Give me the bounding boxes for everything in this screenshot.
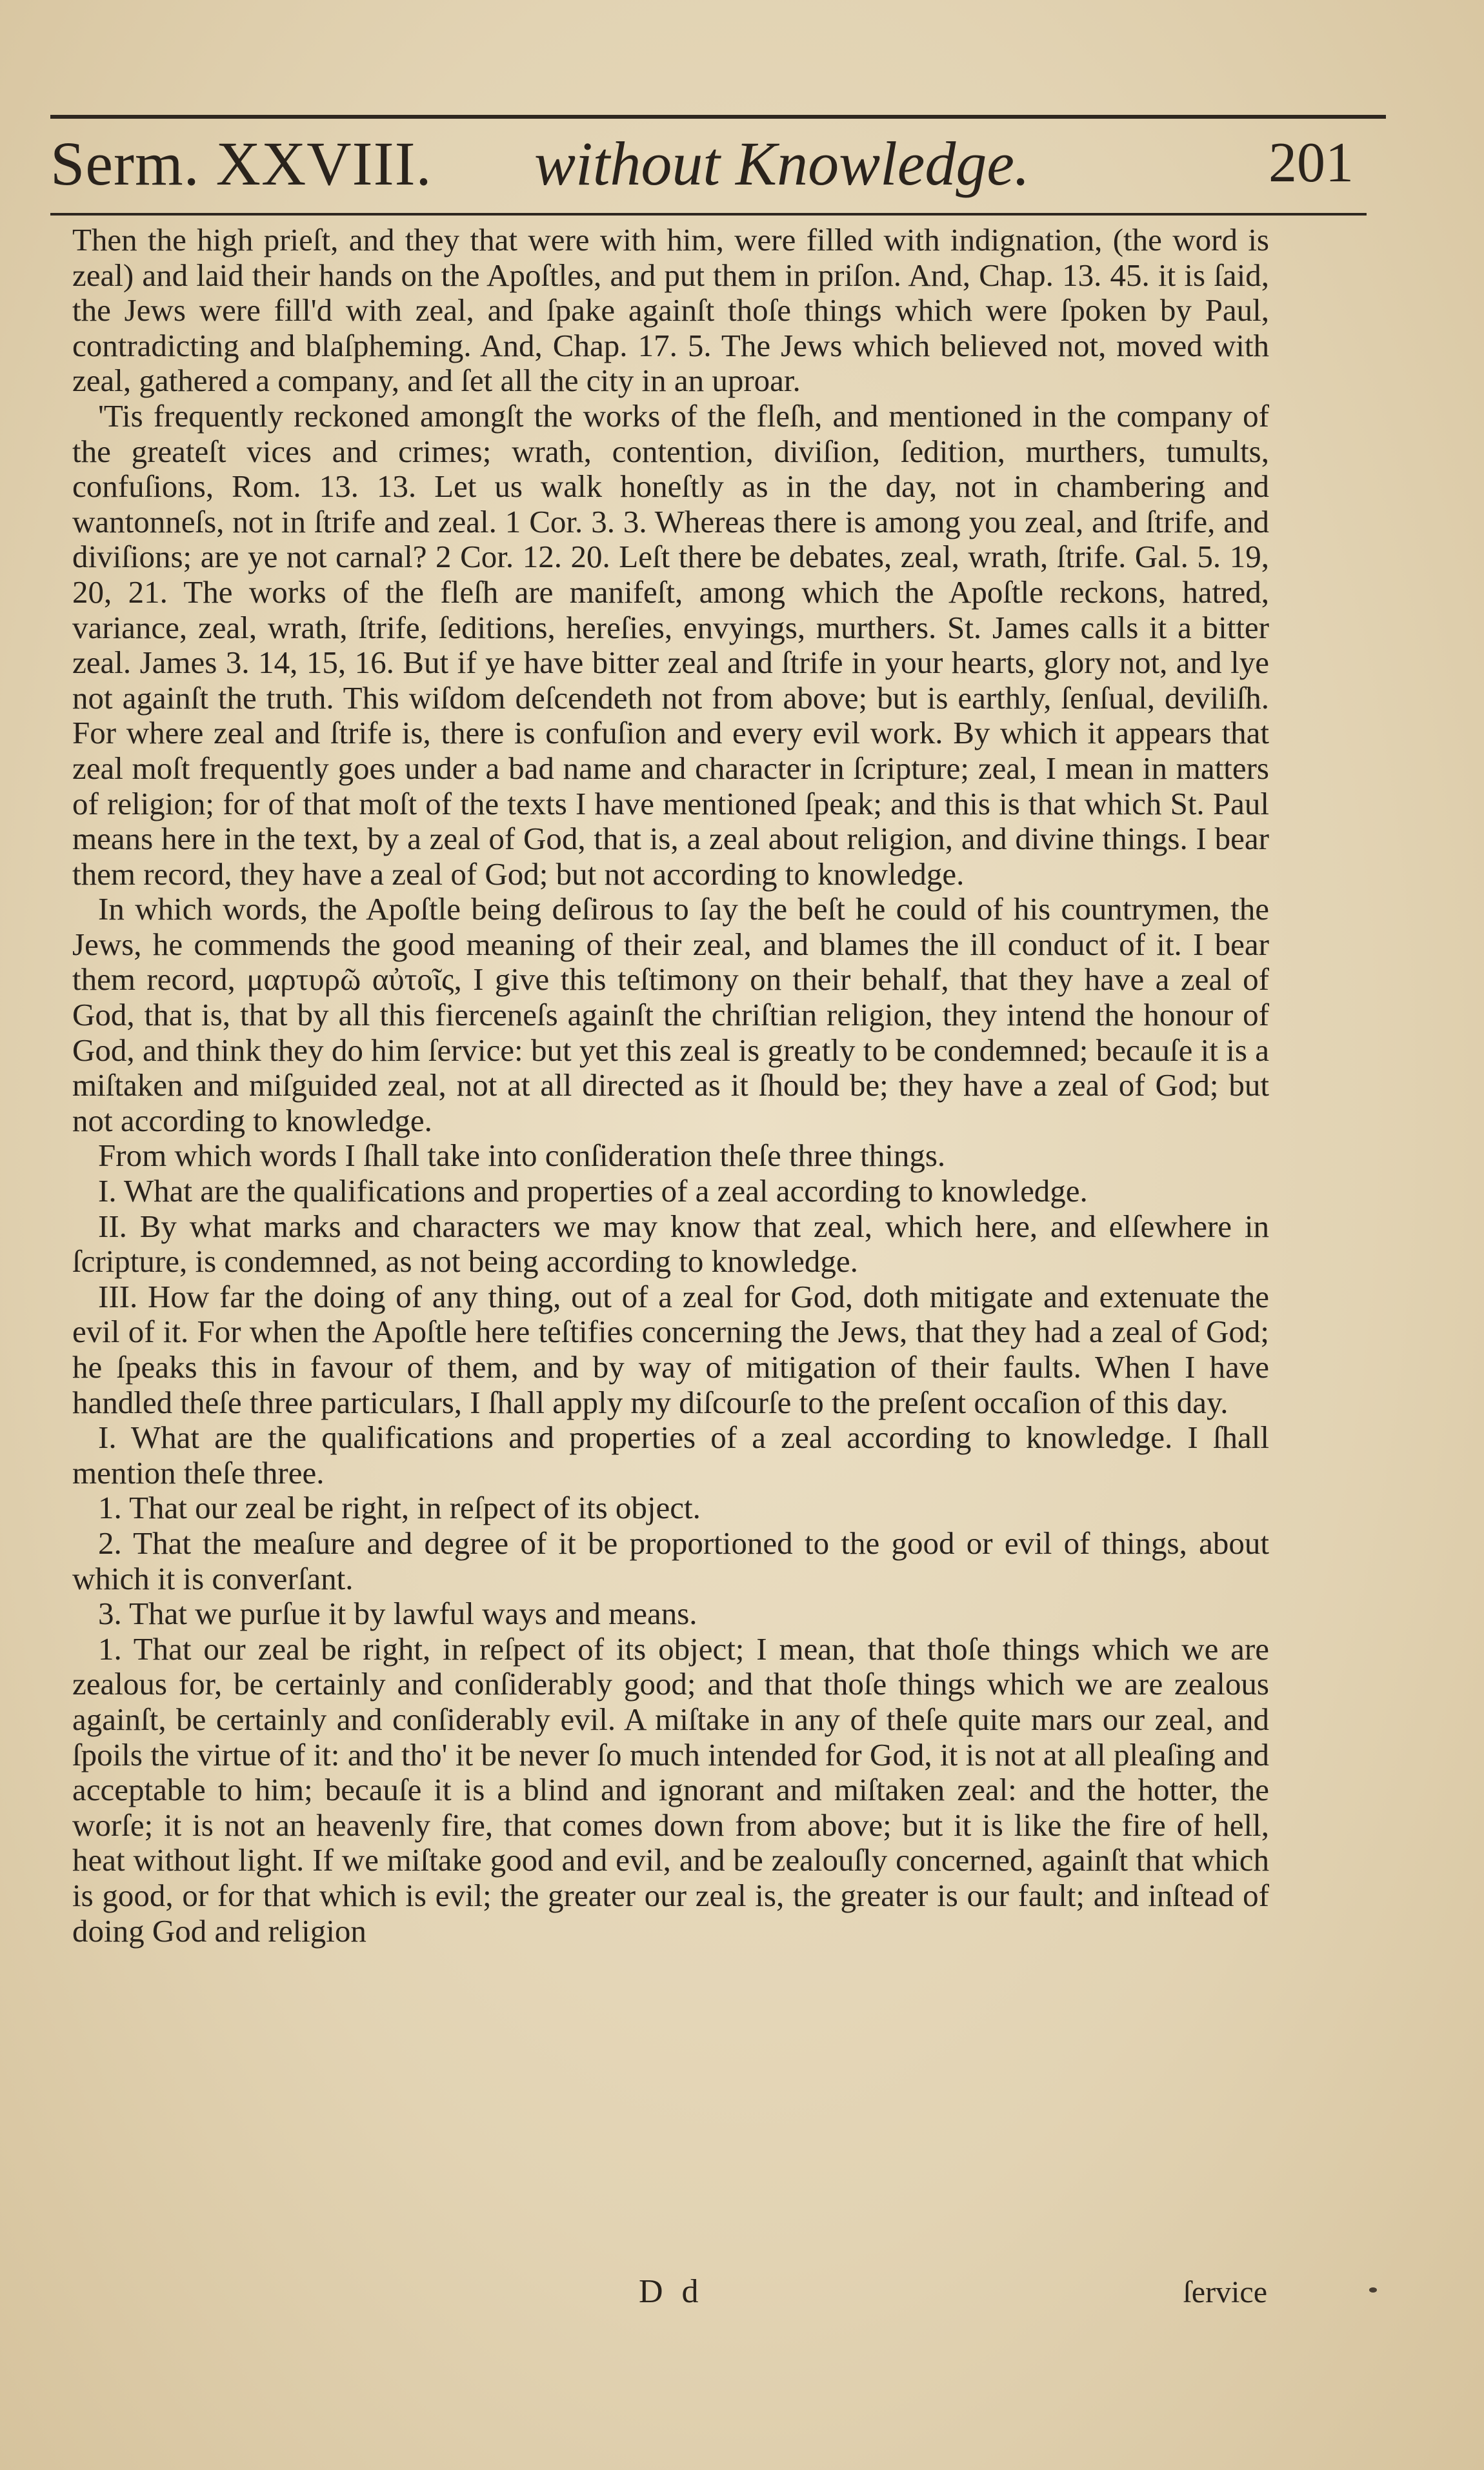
signature-mark: D d xyxy=(639,2273,704,2310)
top-rule xyxy=(50,115,1386,119)
paragraph-apostle-commends: In which words, the Apoſtle being deſirous to ſay the beſt he could of his countrymen, the Jews, he commends the good meaning of their zeal, and blames the ill conduct of it. I bear them record, μαρτυρῶ αὐτοῖς, I give this teſtimony on their behalf, that they have a zeal of God, that is, that by all this fierceneſs againſt the chriſtian religion, they intend the honour of God, and think they do him ſervice: but yet this zeal is greatly to be condemned; becauſe it is a miſtaken and miſguided zeal, not at all directed as it ſhould be; they have a zeal of God; but not according to knowledge. xyxy=(72,891,1269,1138)
point-one-heading: I. What are the qualifications and properties of a zeal according to knowledge. xyxy=(98,1173,1088,1209)
paragraph-three-things: From which words I ſhall take into conſideration theſe three things. xyxy=(98,1138,946,1174)
paragraph-works-of-flesh: 'Tis frequently reckoned amongſt the works of the fleſh, and mentioned in the company of the greateſt vices and crimes; wrath, contention, diviſion, ſedition, murthers, tumults, confuſions, Rom. 13. 13. Let us walk honeſtly as in the day, not in chambering and wantonneſs, not in ſtrife and zeal. 1 Cor. 3. 3. Whereas there is among you zeal, and ſtrife, and diviſions; are ye not carnal? 2 Cor. 12. 20. Leſt there be debates, zeal, wrath, ſtrife. Gal. 5. 19, 20, 21. The works of the fleſh are manifeſt, among which the Apoſtle reckons, hatred, variance, zeal, wrath, ſtrife, ſeditions, hereſies, envyings, murthers. St. James calls it a bitter zeal. James 3. 14, 15, 16. But if ye have bitter zeal and ſtrife in your hearts, glory not, and lye not againſt the truth. This wiſdom deſcendeth not from above; but is earthly, ſenſual, deviliſh. For where zeal and ſtrife is, there is confuſion and every evil work. By which it appears that zeal moſt frequently goes under a bad name and character in ſcripture; zeal, I mean in matters of religion; for of that moſt of the texts I have mentioned ſpeak; and this is that which St. Paul means here in the text, by a zeal of God, that is, a zeal about religion, and divine things. I bear them record, they have a zeal of God; but not according to knowledge. xyxy=(72,397,1269,892)
catchword: ſervice xyxy=(1183,2275,1267,2309)
page-number: 201 xyxy=(1268,132,1354,194)
qualification-three: 3. That we purſue it by lawful ways and means. xyxy=(98,1596,697,1632)
qualification-one: 1. That our zeal be right, in reſpect of its object. xyxy=(98,1490,701,1526)
point-three-heading: III. How far the doing of any thing, out of a zeal for God, doth mitigate and extenuate the evil of it. For when the Apoſtle here teſtifies concerning the Jews, that they had a zeal of God; he ſpeaks this in favour of them, and by way of mitigation of their faults. When I have handled theſe three particulars, I ſhall apply my diſcourſe to the preſent occaſion of this day. xyxy=(72,1278,1269,1420)
body-text xyxy=(72,223,1269,1949)
sermon-number: Serm. XXVIII. xyxy=(50,129,432,198)
point-two-heading: II. By what marks and characters we may know that zeal, which here, and elſewhere in ſcripture, is condemned, as not being according to knowledge. xyxy=(72,1208,1269,1280)
ink-speck xyxy=(1369,2287,1377,2293)
paragraph-zeal-right: 1. That our zeal be right, in reſpect of its object; I mean, that thoſe things which we are zealous for, be certainly and conſiderably good; and that thoſe things which we are zealous againſt, be certainly and conſiderably evil. A miſtake in any of theſe quite mars our zeal, and ſpoils the virtue of it: and tho' it be never ſo much intended for God, it is not at all pleaſing and acceptable to him; becauſe it is a blind and ignorant and miſtaken zeal: and the hotter, the worſe; it is not an heavenly fire, that comes down from above; but it is like the fire of hell, heat without light. If we miſtake good and evil, and be zealouſly concerned, againſt that which is good, or for that which is evil; the greater our zeal is, the greater is our fault; and inſtead of doing God and religion xyxy=(72,1631,1269,1949)
header-rule xyxy=(50,213,1367,216)
qualification-two: 2. That the meaſure and degree of it be proportioned to the good or evil of things, about which it is converſant. xyxy=(72,1525,1269,1596)
paragraph-continuation: Then the high prieſt, and they that were with him, were filled with indignation, (the word is zeal) and laid their hands on the Apoſtles, and put them in priſon. And, Chap. 13. 45. it is ſaid, the Jews were fill'd with zeal, and ſpake againſt thoſe things which were ſpoken by Paul, contradicting and blaſpheming. And, Chap. 17. 5. The Jews which believed not, moved with zeal, gathered a company, and ſet all the city in an uproar. xyxy=(72,222,1269,399)
running-head xyxy=(50,121,1354,205)
qualifications-heading: I. What are the qualifications and properties of a zeal according to knowledge. I ſhall mention theſe three. xyxy=(72,1420,1269,1491)
running-title: without Knowledge. xyxy=(534,129,1030,198)
